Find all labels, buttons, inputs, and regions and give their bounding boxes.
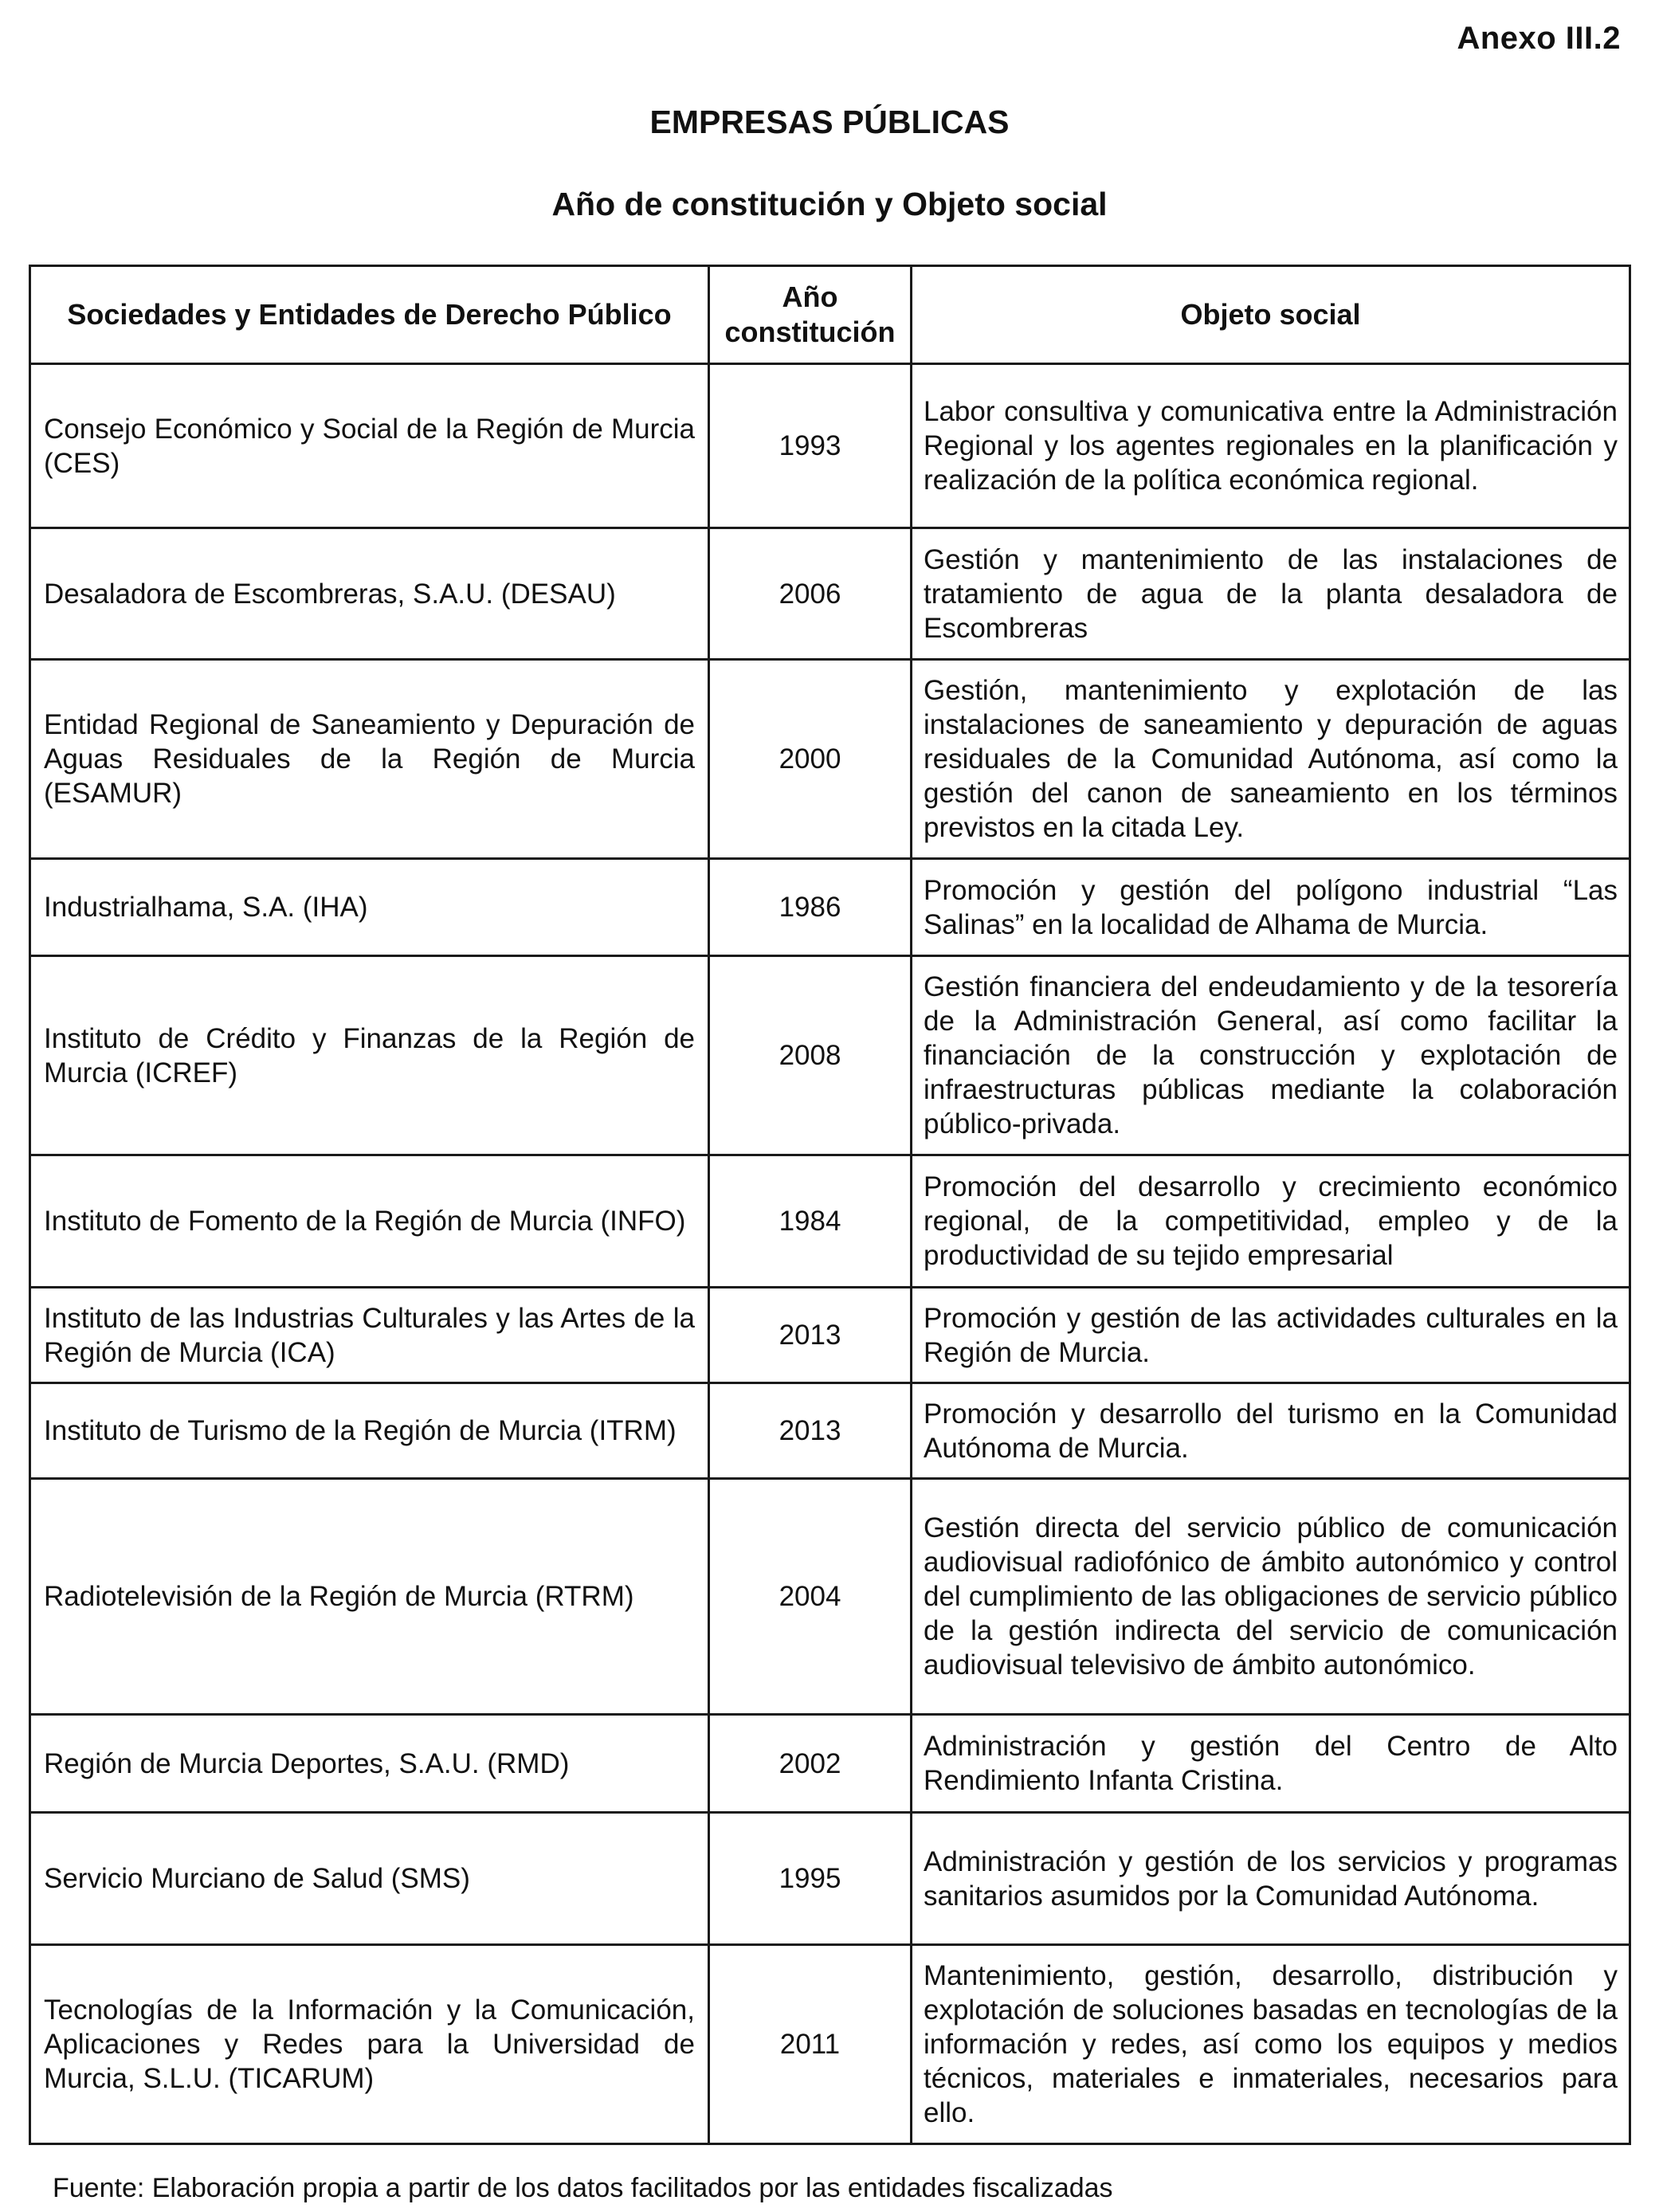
constitution-year: 2002 xyxy=(709,1715,912,1813)
table-row xyxy=(30,956,1630,1155)
social-purpose: Gestión directa del servicio público de comunicación audiovisual radiofónico de ámbito autonómico y control del cumplimiento de las obligaciones de servicio público de la gestión indirecta del servicio de comunicación audiovisual televisivo de ámbito autonómico. xyxy=(912,1479,1630,1715)
constitution-year: 2004 xyxy=(709,1479,912,1715)
table-row xyxy=(30,1715,1630,1813)
social-purpose: Promoción del desarrollo y crecimiento económico regional, de la competitividad, empleo y de la productividad de su tejido empresarial xyxy=(912,1155,1630,1288)
public-companies-table xyxy=(29,265,1631,2145)
entity-name: Tecnologías de la Información y la Comunicación, Aplicaciones y Redes para la Universidad de Murcia, S.L.U. (TICARUM) xyxy=(30,1945,709,2144)
table-row xyxy=(30,859,1630,956)
entity-name: Instituto de las Industrias Culturales y las Artes de la Región de Murcia (ICA) xyxy=(30,1288,709,1383)
social-purpose: Administración y gestión del Centro de Alto Rendimiento Infanta Cristina. xyxy=(912,1715,1630,1813)
source-note: Fuente: Elaboración propia a partir de los datos facilitados por las entidades fiscalizadas xyxy=(53,2173,1113,2203)
annex-label: Anexo III.2 xyxy=(1457,21,1621,56)
constitution-year: 1984 xyxy=(709,1155,912,1288)
header-year: Año constitución xyxy=(709,266,912,364)
constitution-year: 2013 xyxy=(709,1383,912,1479)
entity-name: Consejo Económico y Social de la Región de Murcia (CES) xyxy=(30,364,709,528)
table-row xyxy=(30,1155,1630,1288)
social-purpose: Promoción y gestión de las actividades culturales en la Región de Murcia. xyxy=(912,1288,1630,1383)
entity-name: Industrialhama, S.A. (IHA) xyxy=(30,859,709,956)
table-row xyxy=(30,1945,1630,2144)
table-row xyxy=(30,364,1630,528)
entity-name: Servicio Murciano de Salud (SMS) xyxy=(30,1813,709,1945)
constitution-year: 2008 xyxy=(709,956,912,1155)
page-subtitle: Año de constitución y Objeto social xyxy=(551,186,1108,222)
constitution-year: 2013 xyxy=(709,1288,912,1383)
social-purpose: Gestión financiera del endeudamiento y de la tesorería de la Administración General, así como facilitar la financiación de la construcción y explotación de infraestructuras públicas mediante la colaboración público-privada. xyxy=(912,956,1630,1155)
constitution-year: 2000 xyxy=(709,660,912,859)
constitution-year: 1993 xyxy=(709,364,912,528)
social-purpose: Promoción y desarrollo del turismo en la Comunidad Autónoma de Murcia. xyxy=(912,1383,1630,1479)
header-purpose: Objeto social xyxy=(912,266,1630,364)
entity-name: Instituto de Fomento de la Región de Murcia (INFO) xyxy=(30,1155,709,1288)
table-row xyxy=(30,1383,1630,1479)
entity-name: Región de Murcia Deportes, S.A.U. (RMD) xyxy=(30,1715,709,1813)
entity-name: Entidad Regional de Saneamiento y Depuración de Aguas Residuales de la Región de Murcia (ESAMUR) xyxy=(30,660,709,859)
social-purpose: Promoción y gestión del polígono industrial “Las Salinas” en la localidad de Alhama de Murcia. xyxy=(912,859,1630,956)
social-purpose: Labor consultiva y comunicativa entre la Administración Regional y los agentes regionales en la planificación y realización de la política económica regional. xyxy=(912,364,1630,528)
table-row xyxy=(30,1813,1630,1945)
social-purpose: Gestión y mantenimiento de las instalaciones de tratamiento de agua de la planta desaladora de Escombreras xyxy=(912,528,1630,660)
entity-name: Desaladora de Escombreras, S.A.U. (DESAU) xyxy=(30,528,709,660)
constitution-year: 1995 xyxy=(709,1813,912,1945)
page-title: EMPRESAS PÚBLICAS xyxy=(649,104,1010,140)
table-row xyxy=(30,1479,1630,1715)
table-row xyxy=(30,528,1630,660)
constitution-year: 2006 xyxy=(709,528,912,660)
social-purpose: Gestión, mantenimiento y explotación de las instalaciones de saneamiento y depuración de aguas residuales de la Comunidad Autónoma, así como la gestión del canon de saneamiento en los términos previstos en la citada Ley. xyxy=(912,660,1630,859)
entity-name: Radiotelevisión de la Región de Murcia (RTRM) xyxy=(30,1479,709,1715)
social-purpose: Mantenimiento, gestión, desarrollo, distribución y explotación de soluciones basadas en tecnologías de la información y redes, así como los equipos y medios técnicos, materiales e inmateriales, necesarios para ello. xyxy=(912,1945,1630,2144)
constitution-year: 2011 xyxy=(709,1945,912,2144)
header-entity: Sociedades y Entidades de Derecho Público xyxy=(30,266,709,364)
entity-name: Instituto de Turismo de la Región de Murcia (ITRM) xyxy=(30,1383,709,1479)
table-row xyxy=(30,660,1630,859)
entity-name: Instituto de Crédito y Finanzas de la Región de Murcia (ICREF) xyxy=(30,956,709,1155)
social-purpose: Administración y gestión de los servicios y programas sanitarios asumidos por la Comunidad Autónoma. xyxy=(912,1813,1630,1945)
table-row xyxy=(30,1288,1630,1383)
table-header-row xyxy=(30,266,1630,364)
constitution-year: 1986 xyxy=(709,859,912,956)
